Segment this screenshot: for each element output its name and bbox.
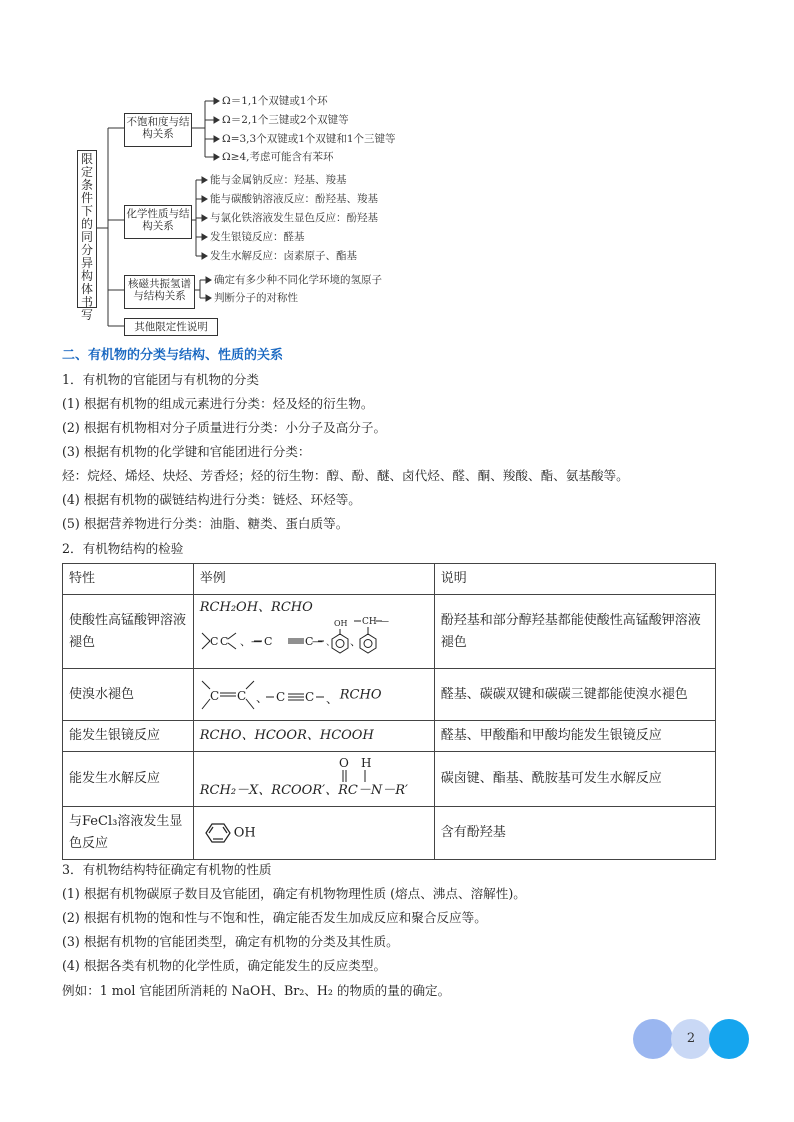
tree-leaf: 与氯化铁溶液发生显色反应：酚羟基 <box>210 212 378 224</box>
formula-text: RCH₂－X、RCOOR′、RC－N－R′ <box>199 783 408 798</box>
tree-leaf: 发生水解反应：卤素原子、酯基 <box>210 250 357 262</box>
svg-text:CH: CH <box>361 616 377 627</box>
tree-branch-other <box>124 318 218 336</box>
tree-branch-label: 化学性质与结构关系 <box>126 208 190 232</box>
svg-text:、: 、 <box>325 637 335 648</box>
svg-text:C: C <box>209 634 219 648</box>
paragraph-line: (2) 根据有机物的饱和性与不饱和性，确定能否发生加成反应和聚合反应等。 <box>62 910 487 925</box>
section-heading: 二、有机物的分类与结构、性质的关系 <box>62 348 284 363</box>
table-cell-property: 使酸性高锰酸钾溶液褪色 <box>63 595 194 669</box>
tree-branch-label: 其他限定性说明 <box>134 321 208 333</box>
tree-leaf: Ω=3,3个双键或1个双键和1个三键等 <box>222 133 396 145</box>
structure-test-table <box>62 563 716 860</box>
formula-text: RCH₂OH、RCHO <box>199 599 313 615</box>
table-cell-example <box>193 752 434 807</box>
svg-text:—: — <box>379 616 389 627</box>
paragraph-line: (5) 根据营养物进行分类：油脂、糖类、蛋白质等。 <box>62 516 349 531</box>
svg-text:、: 、 <box>325 691 338 706</box>
subsection-title: 3．有机物结构特征确定有机物的性质 <box>62 862 272 877</box>
table-header-cell: 举例 <box>193 564 434 595</box>
svg-text:C: C <box>209 688 219 703</box>
table-cell-example: RCHO、HCOOR、HCOOH <box>193 721 434 752</box>
svg-text:—: — <box>311 634 323 648</box>
svg-text:C: C <box>219 634 229 648</box>
table-row <box>63 807 716 860</box>
table-row <box>63 752 716 807</box>
table-row <box>63 595 716 669</box>
tree-leaf: Ω＝2,1个三键或2个双键等 <box>222 114 349 126</box>
tree-leaf: 能与碳酸钠溶液反应：酚羟基、羧基 <box>210 193 378 205</box>
svg-text:C: C <box>275 689 285 704</box>
table-cell-property: 与FeCl₃溶液发生显色反应 <box>63 807 194 860</box>
svg-text:O: O <box>338 756 349 770</box>
table-cell-property: 使溴水褪色 <box>63 669 194 721</box>
table-cell-note: 醛基、甲酸酯和甲酸均能发生银镜反应 <box>434 721 715 752</box>
tree-leaf: 能与金属钠反应：羟基、羧基 <box>210 174 347 186</box>
structure-formulas <box>200 675 340 715</box>
table-row <box>63 669 716 721</box>
page-number-circle <box>671 1019 711 1059</box>
tree-leaf: Ω≥4,考虑可能含有苯环 <box>222 151 334 163</box>
table-row <box>63 721 716 752</box>
structure-formulas <box>200 617 420 659</box>
page-decor-right <box>709 1019 749 1059</box>
tree-leaf: 确定有多少种不同化学环境的氢原子 <box>214 274 382 286</box>
table-cell-example <box>193 595 434 669</box>
table-cell-example <box>193 669 434 721</box>
paragraph-line: (3) 根据有机物的化学键和官能团进行分类： <box>62 444 311 459</box>
table-header-row <box>63 564 716 595</box>
table-cell-note: 碳卤键、酯基、酰胺基可发生水解反应 <box>434 752 715 807</box>
svg-text:C: C <box>304 634 314 648</box>
paragraph-line: (4) 根据各类有机物的化学性质，确定能发生的反应类型。 <box>62 958 387 973</box>
paragraph-line: 例如：1 mol 官能团所消耗的 NaOH、Br₂、H₂ 的物质的量的确定。 <box>62 983 451 998</box>
svg-text:H: H <box>360 756 372 770</box>
table-cell-note: 含有酚羟基 <box>434 807 715 860</box>
svg-text:C: C <box>236 688 246 703</box>
table-cell-note: 醛基、碳碳双键和碳碳三键都能使溴水褪色 <box>434 669 715 721</box>
paragraph-line: 烃：烷烃、烯烃、炔烃、芳香烃；烃的衍生物：醇、酚、醚、卤代烃、醛、酮、羧酸、酯、氨基酸等。 <box>62 468 629 483</box>
subsection-title: 2．有机物结构的检验 <box>62 541 184 556</box>
tree-branch-label: 不饱和度与结构关系 <box>126 116 190 140</box>
tree-branch-label: 核磁共振氢谱与结构关系 <box>128 278 191 302</box>
paragraph-line: (4) 根据有机物的碳链结构进行分类：链烃、环烃等。 <box>62 492 361 507</box>
tree-leaf: 判断分子的对称性 <box>214 292 298 304</box>
subsection-title: 1．有机物的官能团与有机物的分类 <box>62 372 259 387</box>
table-cell-note: 酚羟基和部分醇羟基都能使酸性高锰酸钾溶液褪色 <box>434 595 715 669</box>
svg-text:、—: 、— <box>239 634 262 648</box>
page-decor-left <box>633 1019 673 1059</box>
tree-branch-chemistry <box>124 205 192 239</box>
svg-text:、: 、 <box>349 634 361 648</box>
table-header-cell: 特性 <box>63 564 194 595</box>
tree-leaf: Ω＝1,1个双键或1个环 <box>222 95 328 107</box>
svg-text:、: 、 <box>255 690 268 705</box>
paragraph-line: (1) 根据有机物的组成元素进行分类：烃及烃的衍生物。 <box>62 396 374 411</box>
paragraph-line: (3) 根据有机物的官能团类型，确定有机物的分类及其性质。 <box>62 934 399 949</box>
table-cell-example <box>193 807 434 860</box>
table-header-cell: 说明 <box>434 564 715 595</box>
svg-text:C: C <box>263 634 273 648</box>
formula-text: OH <box>233 825 256 841</box>
tree-connectors <box>0 0 794 340</box>
svg-text:C: C <box>304 689 314 704</box>
table-cell-property: 能发生银镜反应 <box>63 721 194 752</box>
benzene-ring-icon <box>200 820 234 846</box>
svg-text:OH: OH <box>333 618 348 628</box>
table-cell-property: 能发生水解反应 <box>63 752 194 807</box>
tree-branch-unsaturation <box>124 113 192 147</box>
tree-branch-nmr <box>124 275 195 309</box>
tree-root-box <box>77 150 97 322</box>
page-number: 2 <box>686 1031 696 1046</box>
paragraph-line: (1) 根据有机物碳原子数目及官能团，确定有机物物理性质 (熔点、沸点、溶解性)。 <box>62 886 526 901</box>
tree-leaf: 发生银镜反应：醛基 <box>210 231 305 243</box>
formula-text: RCHO <box>339 687 382 702</box>
paragraph-line: (2) 根据有机物相对分子质量进行分类：小分子及高分子。 <box>62 420 387 435</box>
tree-root-label: 限定条件下的同分异构体书写 <box>80 152 93 322</box>
